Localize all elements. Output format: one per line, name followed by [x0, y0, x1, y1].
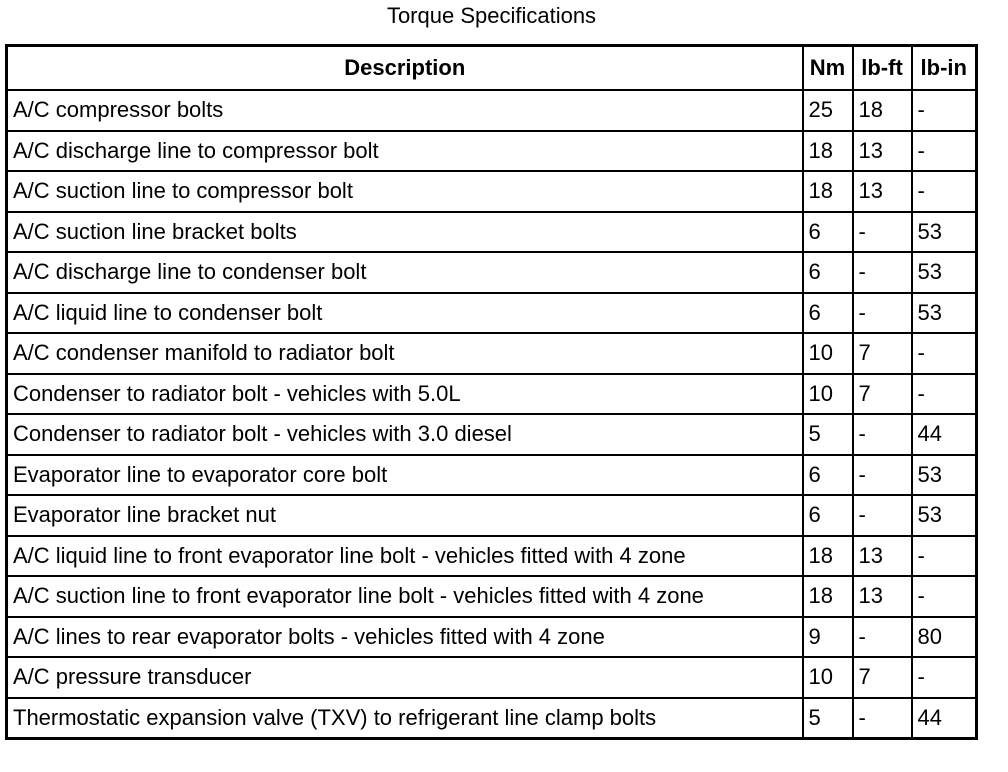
table-row — [7, 212, 977, 253]
cell-lb-in: 53 — [912, 252, 977, 293]
cell-description: A/C liquid line to front evaporator line bolt - vehicles fitted with 4 zone — [7, 536, 803, 577]
table-row — [7, 374, 977, 415]
cell-lb-in: 44 — [912, 414, 977, 455]
header-nm: Nm — [803, 46, 853, 91]
table-row — [7, 293, 977, 334]
header-lb-ft: lb-ft — [853, 46, 912, 91]
cell-nm: 9 — [803, 617, 853, 658]
cell-description: Condenser to radiator bolt - vehicles with 5.0L — [7, 374, 803, 415]
table-row — [7, 131, 977, 172]
cell-description: Evaporator line to evaporator core bolt — [7, 455, 803, 496]
cell-lb-in: 53 — [912, 455, 977, 496]
table-row — [7, 455, 977, 496]
cell-lb-ft: - — [853, 455, 912, 496]
cell-nm: 6 — [803, 455, 853, 496]
cell-nm: 6 — [803, 212, 853, 253]
cell-description: A/C liquid line to condenser bolt — [7, 293, 803, 334]
cell-lb-ft: - — [853, 698, 912, 739]
cell-nm: 6 — [803, 495, 853, 536]
table-row — [7, 495, 977, 536]
cell-lb-ft: - — [853, 293, 912, 334]
header-description: Description — [7, 46, 803, 91]
cell-lb-ft: 7 — [853, 657, 912, 698]
cell-lb-ft: 7 — [853, 374, 912, 415]
cell-nm: 18 — [803, 576, 853, 617]
cell-lb-in: - — [912, 576, 977, 617]
cell-lb-ft: 7 — [853, 333, 912, 374]
table-row — [7, 657, 977, 698]
cell-nm: 10 — [803, 374, 853, 415]
cell-lb-in: 53 — [912, 495, 977, 536]
cell-description: A/C lines to rear evaporator bolts - vehicles fitted with 4 zone — [7, 617, 803, 658]
header-lb-in: lb-in — [912, 46, 977, 91]
cell-lb-ft: - — [853, 414, 912, 455]
table-row — [7, 90, 977, 131]
cell-description: A/C pressure transducer — [7, 657, 803, 698]
cell-nm: 18 — [803, 131, 853, 172]
table-row — [7, 333, 977, 374]
cell-lb-in: - — [912, 171, 977, 212]
cell-lb-in: - — [912, 90, 977, 131]
cell-description: A/C suction line to front evaporator line bolt - vehicles fitted with 4 zone — [7, 576, 803, 617]
cell-lb-ft: - — [853, 617, 912, 658]
cell-description: A/C suction line bracket bolts — [7, 212, 803, 253]
cell-lb-in: 53 — [912, 293, 977, 334]
cell-lb-ft: - — [853, 495, 912, 536]
cell-lb-ft: 13 — [853, 131, 912, 172]
table-row — [7, 252, 977, 293]
cell-description: Condenser to radiator bolt - vehicles with 3.0 diesel — [7, 414, 803, 455]
cell-lb-ft: 13 — [853, 171, 912, 212]
cell-lb-ft: - — [853, 212, 912, 253]
table-row — [7, 171, 977, 212]
cell-description: A/C condenser manifold to radiator bolt — [7, 333, 803, 374]
cell-nm: 5 — [803, 698, 853, 739]
cell-nm: 25 — [803, 90, 853, 131]
cell-description: A/C discharge line to compressor bolt — [7, 131, 803, 172]
cell-nm: 10 — [803, 333, 853, 374]
cell-lb-in: - — [912, 374, 977, 415]
cell-description: Evaporator line bracket nut — [7, 495, 803, 536]
cell-nm: 18 — [803, 536, 853, 577]
table-row — [7, 576, 977, 617]
cell-lb-in: - — [912, 536, 977, 577]
cell-description: A/C suction line to compressor bolt — [7, 171, 803, 212]
torque-spec-table — [5, 44, 978, 740]
table-row — [7, 536, 977, 577]
table-row — [7, 698, 977, 739]
cell-lb-ft: 13 — [853, 576, 912, 617]
cell-lb-in: - — [912, 131, 977, 172]
cell-lb-in: 44 — [912, 698, 977, 739]
cell-nm: 10 — [803, 657, 853, 698]
cell-description: Thermostatic expansion valve (TXV) to refrigerant line clamp bolts — [7, 698, 803, 739]
cell-lb-ft: 13 — [853, 536, 912, 577]
table-header-row — [7, 46, 977, 91]
cell-nm: 6 — [803, 293, 853, 334]
cell-lb-ft: 18 — [853, 90, 912, 131]
cell-description: A/C compressor bolts — [7, 90, 803, 131]
cell-nm: 6 — [803, 252, 853, 293]
cell-lb-in: 53 — [912, 212, 977, 253]
page-title: Torque Specifications — [386, 3, 597, 28]
table-row — [7, 617, 977, 658]
table-row — [7, 414, 977, 455]
cell-nm: 5 — [803, 414, 853, 455]
cell-lb-ft: - — [853, 252, 912, 293]
cell-lb-in: 80 — [912, 617, 977, 658]
cell-lb-in: - — [912, 657, 977, 698]
cell-description: A/C discharge line to condenser bolt — [7, 252, 803, 293]
cell-lb-in: - — [912, 333, 977, 374]
cell-nm: 18 — [803, 171, 853, 212]
